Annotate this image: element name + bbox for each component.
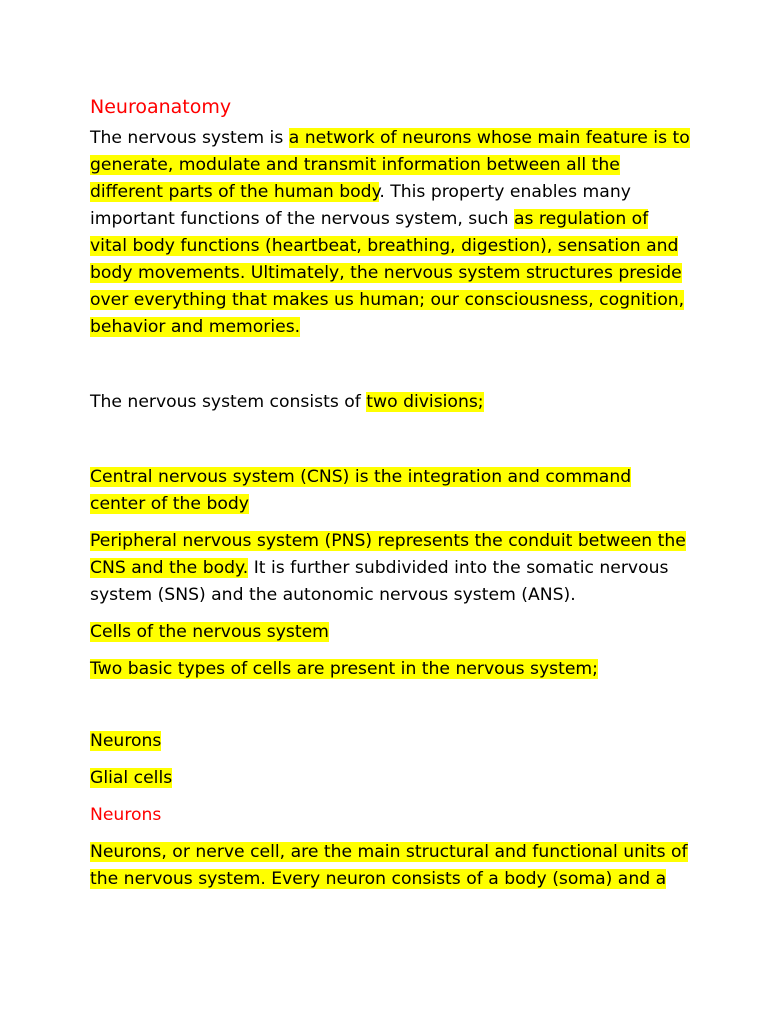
- text-run: . This property enables many important functions of the nervous system, such: [90, 182, 631, 229]
- highlighted-text: Two basic types of cells are present in the nervous system;: [90, 659, 598, 679]
- paragraph-intro: [90, 125, 690, 341]
- paragraph-divisions: [90, 389, 690, 416]
- highlighted-text: Cells of the nervous system: [90, 622, 329, 642]
- highlighted-text: Peripheral nervous system (PNS) represents the conduit between the CNS and the body.: [90, 531, 686, 578]
- paragraph-cns: [90, 464, 690, 518]
- list-item: [90, 728, 690, 755]
- document-body: [90, 92, 690, 903]
- highlighted-text: Neurons, or nerve cell, are the main structural and functional units of the nervous system. Every neuron consists of a body (soma) and a: [90, 842, 688, 889]
- highlighted-text: Neurons: [90, 731, 162, 751]
- section-heading-neurons: Neurons: [90, 805, 162, 825]
- highlighted-text: two divisions;: [366, 392, 484, 412]
- paragraph-cell-types: [90, 656, 690, 683]
- highlighted-text: as regulation of vital body functions (heartbeat, breathing, digestion), sensation and body movements. Ultimately, the nervous system structures preside over everything that makes us human; our consciousness, cognition, behavior and memories.: [90, 209, 685, 337]
- document-title: Neuroanatomy: [90, 96, 232, 118]
- highlighted-text: a network of neurons whose main feature is to generate, modulate and transmit information between all the different parts of the human body: [90, 128, 690, 202]
- text-run: The nervous system consists of: [90, 392, 367, 412]
- paragraph-cells-heading: [90, 619, 690, 646]
- highlighted-text: Central nervous system (CNS) is the integration and command center of the body: [90, 467, 632, 514]
- text-run: The nervous system is: [90, 128, 289, 148]
- highlighted-text: Glial cells: [90, 768, 173, 788]
- paragraph-neurons: [90, 839, 690, 893]
- list-item: [90, 765, 690, 792]
- paragraph-pns: [90, 528, 690, 609]
- text-run: It is further subdivided into the somatic nervous system (SNS) and the autonomic nervous system (ANS).: [90, 558, 669, 605]
